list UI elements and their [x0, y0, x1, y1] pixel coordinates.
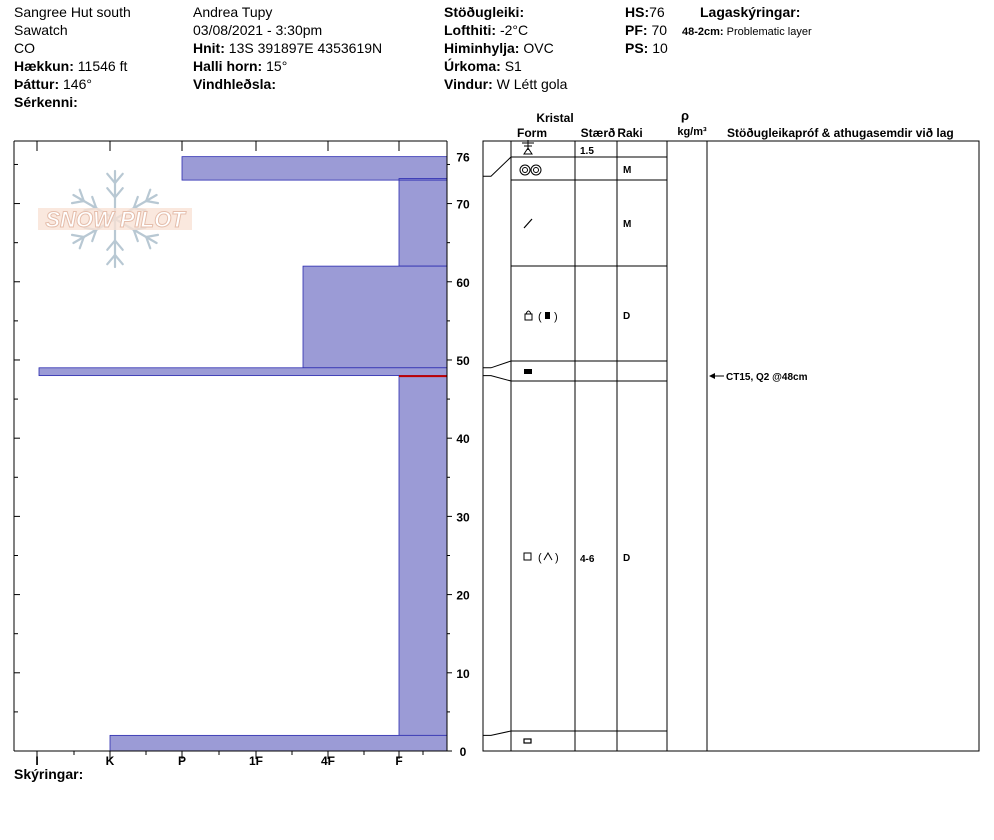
- density-unit: kg/m³: [677, 126, 707, 138]
- layer-connector: [483, 157, 511, 176]
- flake-branch: [146, 201, 158, 203]
- flake-branch: [107, 174, 115, 183]
- notes-label: Skýringar:: [14, 766, 84, 782]
- sky-cover: Himinhylja: OVC: [444, 40, 554, 56]
- hardness-layer-bar: [182, 157, 447, 180]
- icon-paren: (: [538, 552, 542, 564]
- hardness-layer-bar: [399, 376, 447, 736]
- wind-loading: Vindhleðsla:: [193, 76, 276, 92]
- form-mf-crust-icon: [524, 739, 531, 743]
- y-tick-label: 50: [456, 353, 470, 368]
- test-arrow-head: [709, 373, 715, 379]
- moisture-cell: M: [623, 219, 632, 230]
- icon-paren: ): [555, 552, 559, 564]
- flake-branch: [107, 255, 115, 264]
- test-result-text: CT15, Q2 @48cm: [726, 372, 808, 383]
- icon-stroke: [524, 553, 531, 560]
- moisture-cell: D: [623, 311, 631, 322]
- size-cell: 1.5: [580, 146, 594, 157]
- range-name: Sawatch: [14, 22, 68, 38]
- y-tick-label: 10: [456, 666, 470, 681]
- precipitation: Úrkoma: S1: [444, 58, 522, 74]
- size-header: Stærð: [580, 126, 616, 140]
- flake-branch: [115, 255, 123, 264]
- icon-stroke: [544, 553, 552, 560]
- snowpilot-logo: [38, 171, 192, 267]
- layer-connector: [483, 361, 511, 368]
- slope-angle: Halli horn: 15°: [193, 58, 288, 74]
- moisture-header: Raki: [617, 126, 643, 140]
- x-tick-label: K: [105, 754, 115, 768]
- observer-name: Andrea Tupy: [193, 4, 273, 20]
- flake-branch: [72, 235, 84, 237]
- y-tick-label: 20: [456, 588, 470, 603]
- icon-fill: [545, 312, 550, 319]
- hardness-layer-bar: [110, 735, 447, 751]
- flake-branch: [107, 188, 115, 197]
- form-rounding-faceted-icon: [525, 311, 558, 323]
- form-header: Form: [517, 126, 547, 140]
- hardness-plot: [14, 141, 470, 768]
- y-tick-label: 60: [456, 275, 470, 290]
- layer-connector: [483, 376, 511, 381]
- hardness-layer-bar: [39, 368, 447, 376]
- x-tick-label: 1F: [248, 754, 264, 768]
- hardness-layer-bar: [399, 180, 447, 266]
- flake-branch: [107, 241, 115, 250]
- observation-datetime: 03/08/2021 - 3:30pm: [193, 22, 323, 38]
- x-tick-label: I: [35, 754, 39, 768]
- flake-branch: [115, 174, 123, 183]
- hardness-layer-bar: [303, 266, 447, 368]
- form-decomposing-icon: [524, 219, 532, 228]
- stability: Stöðugleiki:: [444, 4, 525, 20]
- flake-branch: [115, 241, 123, 250]
- size-cell: 4-6: [580, 554, 595, 565]
- stratigraphy-table: [483, 140, 979, 751]
- features: Sérkenni:: [14, 94, 78, 110]
- icon-paren: (: [538, 311, 542, 323]
- moisture-cell: D: [623, 553, 631, 564]
- icon-stroke: [520, 165, 530, 175]
- y-tick-label: 30: [456, 510, 470, 525]
- form-depth-hoar-icon: [524, 552, 559, 564]
- state-name: CO: [14, 40, 35, 56]
- y-tick-label: 0: [459, 745, 467, 759]
- wind: Vindur: W Létt gola: [444, 76, 568, 92]
- icon-stroke: [531, 165, 541, 175]
- aspect: Þáttur: 146°: [14, 76, 92, 92]
- hs-value: HS:76: [625, 4, 665, 20]
- icon-stroke: [534, 168, 539, 173]
- location-name: Sangree Hut south: [14, 4, 131, 20]
- ps-value: PS: 10: [625, 40, 668, 56]
- form-rounded-icon: [520, 165, 541, 175]
- layer-connector: [483, 731, 511, 735]
- crystal-header: Kristal: [536, 111, 574, 125]
- moisture-cell: M: [623, 165, 632, 176]
- logo-text: SNOW PILOT: [45, 207, 185, 232]
- pf-value: PF: 70: [625, 22, 668, 38]
- y-tick-label: 70: [456, 197, 470, 212]
- flake-branch: [146, 235, 158, 237]
- density-symbol: ρ: [680, 108, 690, 123]
- flake-branch: [115, 188, 123, 197]
- x-tick-label: 4F: [320, 754, 336, 768]
- x-tick-label: F: [395, 754, 403, 768]
- icon-stroke: [523, 168, 528, 173]
- form-precip-icon: [522, 140, 534, 154]
- coordinates: Hnit: 13S 391897E 4353619N: [193, 40, 383, 56]
- icon-paren: ): [554, 311, 558, 323]
- legend-title: Lagaskýringar:: [700, 4, 801, 20]
- table-frame: [483, 141, 979, 751]
- form-crust-icon: [524, 369, 532, 374]
- tests-header: Stöðugleikapróf & athugasemdir við lag: [727, 126, 954, 140]
- legend-entry: 48-2cm: Problematic layer: [682, 26, 812, 38]
- icon-stroke: [524, 148, 532, 154]
- x-tick-label: P: [177, 754, 187, 768]
- y-tick-label: 40: [456, 432, 470, 447]
- icon-stroke: [525, 314, 532, 320]
- y-tick-label: 76: [456, 150, 470, 165]
- elevation: Hækkun: 11546 ft: [14, 58, 128, 74]
- air-temp: Lofthiti: -2°C: [444, 22, 529, 38]
- test-result: [709, 372, 808, 383]
- flake-branch: [72, 201, 84, 203]
